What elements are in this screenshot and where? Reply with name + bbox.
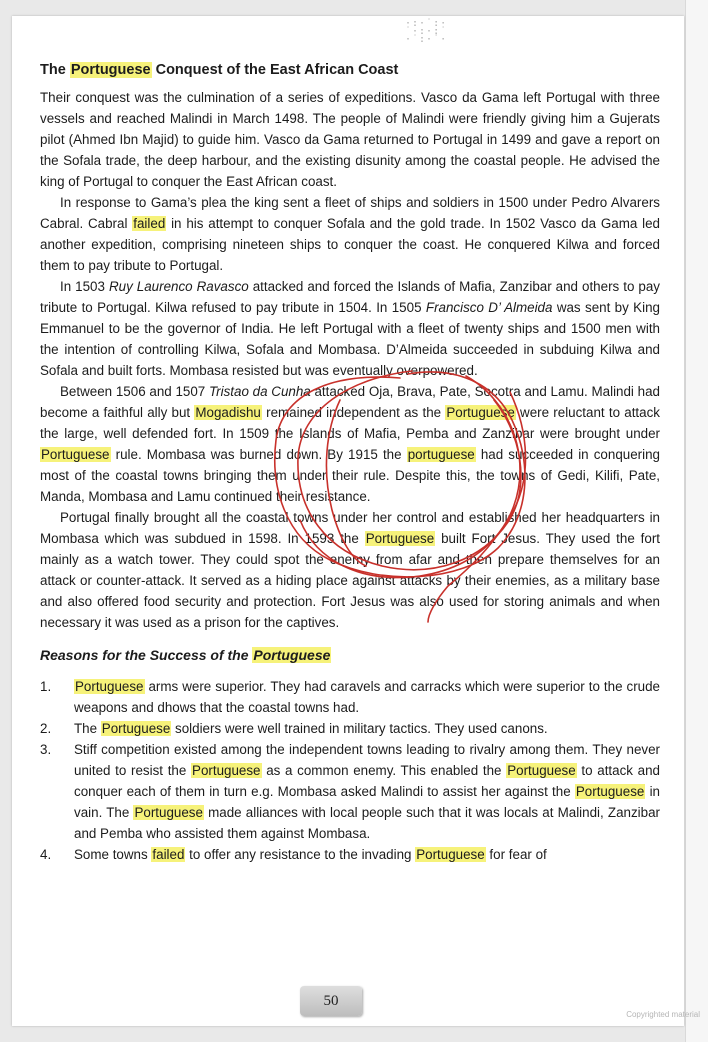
highlight: portuguese <box>407 447 475 462</box>
list-item: 4. Some towns failed to offer any resistance to the invading Portuguese for fear of <box>40 847 547 862</box>
highlight: Portuguese <box>70 62 151 78</box>
highlight: Portuguese <box>134 805 203 820</box>
highlight: Portuguese <box>101 721 171 736</box>
highlight: Portuguese <box>253 647 331 663</box>
highlight: Mogadishu <box>195 405 261 420</box>
list-item: 3. Stiff competition existed among the independent towns leading to rivalry among them. They never united to resist the Portuguese as a common enemy. This enabled the Portuguese to attack and conquer each of them in turn e.g. Mombasa asked Malindi to assist her against the Portuguese in vain. The Portuguese made alliances with local people such that it was locals at Malindi, Zanzibar and Pemba who assisted them against Mombasa. <box>40 742 660 841</box>
highlight: failed <box>152 847 185 862</box>
highlight: Portuguese <box>75 679 144 694</box>
highlight: Portuguese <box>365 531 435 546</box>
paragraph-3: In 1503 Ruy Laurenco Ravasco attacked and forced the Islands of Mafia, Zanzibar and others to pay tribute to Portugal. Kilwa refused to pay tribute in 1504. In 1505 Francisco D’ Almeida was sent by King Emmanuel to be the governor of India. He left Portugal with a fleet of twenty ships and 1500 men with the intention of controlling Kilwa, Sofala and Mombasa. D’Almeida succeeded in subduing Kilwa and Sofala and built forts. Mombasa resisted but was eventually overpowered. <box>40 279 660 378</box>
paragraph-2: In response to Gama’s plea the king sent a fleet of ships and soldiers in 1500 under Pedro Alvarers Cabral. Cabral failed in his attempt to conquer Sofala and the gold trade. In 1502 Vasco da Gama led another expedition, comprising nineteen ships to conquer the coast. He conquered Kilwa and forced them to pay tribute to Portugal. <box>40 195 660 273</box>
page-content <box>40 60 660 865</box>
highlight: Portuguese <box>416 847 485 862</box>
highlight: Portuguese <box>41 447 110 462</box>
scan-artifact-icon: ·:·˙:· ˙·:·:˙ ·˙:·˙· <box>405 18 448 45</box>
highlight: Portuguese <box>192 763 261 778</box>
section-heading: Reasons for the Success of the Portuguese <box>40 647 331 663</box>
page-number: 50 <box>300 986 362 1016</box>
page-title: The Portuguese Conquest of the East African Coast <box>40 62 399 78</box>
paragraph-5: Portugal finally brought all the coastal towns under her control and established her headquarters in Mombasa which was subdued in 1598. In 1593 the Portuguese built Fort Jesus. They used the fort mainly as a watch tower. They could spot the enemy from afar and then prepare themselves for an attack or counter-attack. It served as a hiding place against attacks by their enemies, as a military base and also offered food security and protection. Fort Jesus was also used for storing animals and when necessary it was used as a prison for the captives. <box>40 510 660 630</box>
paragraph-4: Between 1506 and 1507 Tristao da Cunha attacked Oja, Brava, Pate, Socotra and Lamu. Malindi had become a faithful ally but Mogadishu remained independent as the Portuguese were reluctant to attack the large, well defended fort. In 1509 the Islands of Mafia, Pemba and Zanzibar were brought under Portuguese rule. Mombasa was burned down. By 1915 the portuguese had succeeded in conquering most of the coastal towns bringing them under their rule. Despite this, the towns of Gedi, Kilifi, Pate, Manda, Mombasa and Lamu continued their resistance. <box>40 384 660 504</box>
list-item: 2. The Portuguese soldiers were well trained in military tactics. They used canons. <box>40 721 548 736</box>
highlight: Portuguese <box>575 784 645 799</box>
list-item: 1. Portuguese arms were superior. They had caravels and carracks which were superior to the crude weapons and dhows that the coastal towns had. <box>40 679 660 715</box>
copyright-notice: Copyrighted material <box>626 1010 700 1019</box>
viewer-scrollbar[interactable] <box>685 0 708 1042</box>
document-page <box>12 16 684 1026</box>
highlight: Portuguese <box>446 405 515 420</box>
highlight: Portuguese <box>507 763 576 778</box>
reasons-list <box>40 676 660 865</box>
highlight: failed <box>133 216 166 231</box>
paragraph-1: Their conquest was the culmination of a series of expeditions. Vasco da Gama left Portugal with three vessels and reached Malindi in March 1498. The people of Malindi were friendly giving him a Gujerats pilot (Ahmed Ibn Majid) to guide him. Vasco da Gama returned to Portugal in 1499 and gave a report on the Sofala trade, the deep harbour, and the existing disunity among the coastal people. He advised the king of Portugal to conquer the East African coast. <box>40 90 660 189</box>
